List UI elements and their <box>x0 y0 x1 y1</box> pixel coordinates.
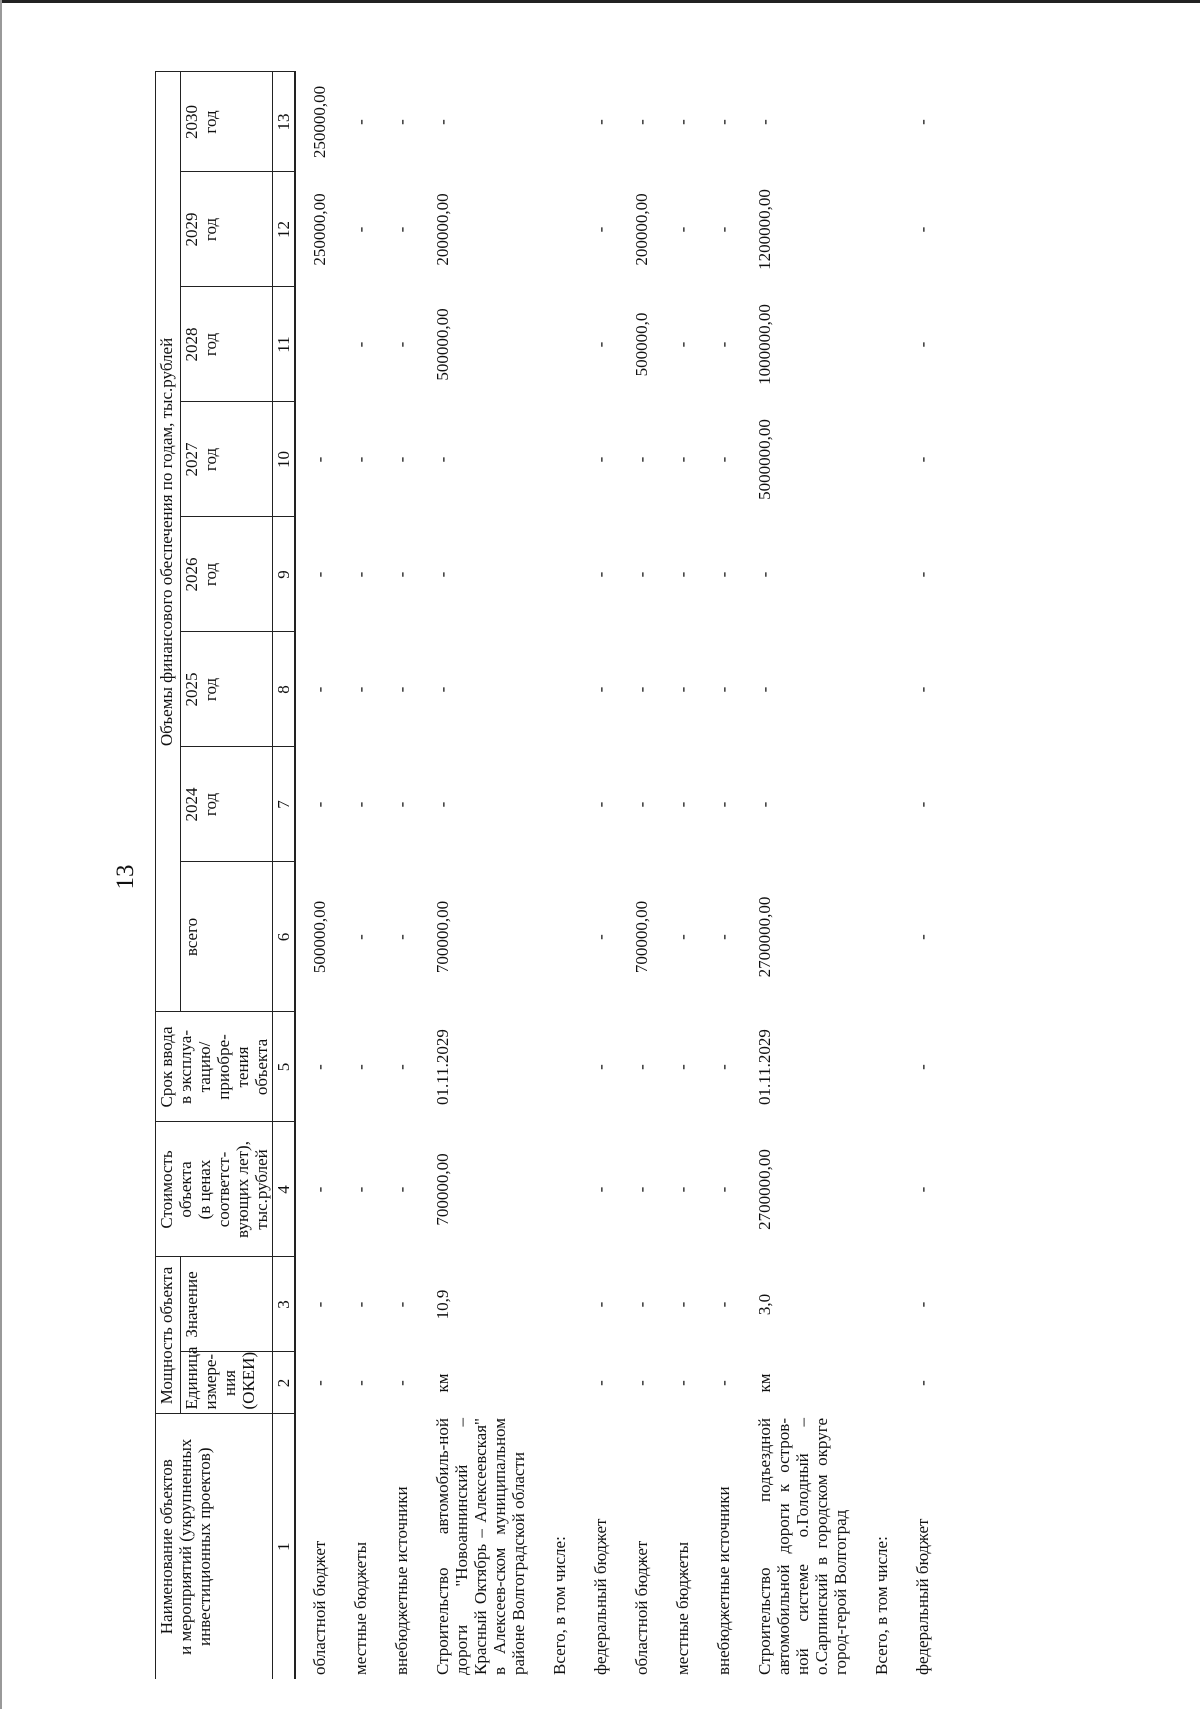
table-cell: - <box>310 801 329 808</box>
table-cell: - <box>591 226 610 233</box>
table-row <box>536 72 577 1679</box>
table-cell <box>295 287 337 402</box>
table-cell: - <box>714 686 733 693</box>
table-cell: - <box>632 119 651 125</box>
table-cell: 700000,00 <box>433 900 452 974</box>
table-cell: - <box>351 1301 370 1308</box>
row-name-cell: федеральный бюджет <box>913 1518 932 1675</box>
header-year-2024: 2024 год <box>181 747 273 862</box>
table-cell <box>536 632 577 747</box>
table-cell: - <box>913 226 932 233</box>
table-cell: - <box>632 1064 651 1070</box>
table-cell: - <box>351 456 370 463</box>
rotated-table-stage <box>0 59 1060 1709</box>
table-cell: - <box>310 456 329 463</box>
table-cell <box>858 632 899 747</box>
row-name-cell: местные бюджеты <box>673 1541 692 1675</box>
table-cell <box>858 172 899 287</box>
page-number: 13 <box>112 864 139 890</box>
table-cell: - <box>632 1301 651 1308</box>
table-cell: - <box>351 119 370 125</box>
table-cell: 2700000,00 <box>755 896 774 978</box>
header-value-col: Значение <box>181 1257 273 1352</box>
header-total-col: всего <box>181 862 273 1012</box>
header-name-col: Наименование объектов и мероприятий (укрупненных инвестиционных проектов) <box>156 1414 273 1679</box>
column-number: 13 <box>273 72 296 172</box>
table-cell: 500000,00 <box>433 308 452 381</box>
column-number: 5 <box>273 1012 296 1122</box>
table-cell: - <box>310 1064 329 1070</box>
table-cell: - <box>673 1064 692 1070</box>
table-cell: - <box>392 226 411 233</box>
header-year-2027: 2027 год <box>181 402 273 517</box>
table-cell: - <box>673 1301 692 1308</box>
column-number: 7 <box>273 747 296 862</box>
table-cell: км <box>433 1373 452 1393</box>
column-number: 3 <box>273 1257 296 1352</box>
table-cell: - <box>351 1380 370 1386</box>
header-row-1 <box>156 72 181 1679</box>
table-row <box>577 72 618 1679</box>
table-cell: - <box>714 1186 733 1193</box>
table-cell: - <box>755 686 774 693</box>
table-cell: км <box>755 1373 774 1393</box>
table-cell: - <box>714 1301 733 1308</box>
row-name-cell: федеральный бюджет <box>591 1518 610 1675</box>
table-cell: - <box>392 686 411 693</box>
table-row <box>378 72 419 1679</box>
table-cell <box>858 1352 899 1414</box>
table-row <box>899 72 940 1679</box>
table-cell <box>858 402 899 517</box>
table-cell: - <box>913 1301 932 1308</box>
table-cell: - <box>714 571 733 578</box>
table-cell: - <box>310 686 329 693</box>
table-cell: - <box>392 571 411 578</box>
table-cell <box>858 1122 899 1257</box>
table-cell: 10,9 <box>433 1289 452 1320</box>
table-row <box>659 72 700 1679</box>
table-cell: - <box>433 571 452 578</box>
table-cell: - <box>913 1380 932 1386</box>
table-cell: 700000,00 <box>632 900 651 974</box>
table-cell <box>536 747 577 862</box>
table-cell: - <box>673 226 692 233</box>
header-year-2025: 2025 год <box>181 632 273 747</box>
table-cell: - <box>755 571 774 578</box>
table-cell <box>858 1012 899 1122</box>
table-cell <box>536 287 577 402</box>
table-row <box>295 72 337 1679</box>
table-cell: - <box>591 1301 610 1308</box>
table-row <box>419 72 536 1679</box>
table-row <box>337 72 378 1679</box>
table-cell: - <box>913 456 932 463</box>
table-cell: - <box>591 341 610 348</box>
table-cell: - <box>673 119 692 125</box>
table-cell: 01.11.2029 <box>755 1029 774 1105</box>
table-cell <box>858 517 899 632</box>
header-year-2028: 2028 год <box>181 287 273 402</box>
table-cell <box>858 1257 899 1352</box>
header-term-col: Срок ввода в эксплуа- тацию/ приобре- тения объекта <box>156 1012 273 1122</box>
table-cell: - <box>913 119 932 125</box>
table-cell: - <box>714 1064 733 1070</box>
table-cell <box>536 517 577 632</box>
table-cell: - <box>392 1186 411 1193</box>
table-cell: - <box>392 801 411 808</box>
table-cell: - <box>632 1186 651 1193</box>
table-cell: - <box>351 341 370 348</box>
table-cell: - <box>392 934 411 940</box>
header-year-2026: 2026 год <box>181 517 273 632</box>
table-cell: - <box>310 1186 329 1193</box>
column-number: 11 <box>273 287 296 402</box>
table-cell: - <box>392 1301 411 1308</box>
column-number: 4 <box>273 1122 296 1257</box>
table-row <box>741 72 858 1679</box>
table-cell: - <box>913 1064 932 1070</box>
table-cell: - <box>351 571 370 578</box>
table-cell: - <box>310 1380 329 1386</box>
table-cell: - <box>673 1186 692 1193</box>
table-cell <box>536 1257 577 1352</box>
table-cell: 250000,00 <box>310 85 329 159</box>
table-cell: 700000,00 <box>433 1153 452 1226</box>
column-number: 9 <box>273 517 296 632</box>
header-year-2029: 2029 год <box>181 172 273 287</box>
table-cell: - <box>591 686 610 693</box>
table-cell: 5000000,00 <box>755 419 774 500</box>
row-name-cell: местные бюджеты <box>351 1541 370 1675</box>
table-cell: - <box>591 1064 610 1070</box>
table-cell: - <box>673 456 692 463</box>
row-name-cell: Строительство подъездной автомобильной дороги к остров-ной системе о.Голодный – о.Сарпинский в городском округе город-герой Волгоград <box>755 1418 850 1675</box>
table-cell: - <box>591 571 610 578</box>
column-number-row <box>273 72 296 1679</box>
column-number: 10 <box>273 402 296 517</box>
column-number: 2 <box>273 1352 296 1414</box>
table-cell: - <box>714 119 733 125</box>
row-name-cell: Всего, в том числе: <box>872 1536 891 1675</box>
table-cell: - <box>755 801 774 808</box>
table-cell: - <box>351 801 370 808</box>
table-cell: 200000,00 <box>433 193 452 266</box>
table-cell <box>858 287 899 402</box>
table-cell: - <box>591 119 610 125</box>
table-cell: - <box>310 571 329 578</box>
table-cell: - <box>351 1064 370 1070</box>
table-cell: - <box>591 1380 610 1386</box>
table-cell: - <box>632 571 651 578</box>
table-cell: 3,0 <box>755 1293 774 1316</box>
table-cell: 2700000,00 <box>755 1149 774 1230</box>
table-cell: - <box>310 1301 329 1308</box>
table-cell: - <box>714 801 733 808</box>
table-cell <box>536 172 577 287</box>
table-wrapper <box>155 85 940 1679</box>
table-cell: - <box>392 119 411 125</box>
table-cell: - <box>913 341 932 348</box>
table-cell: - <box>351 1186 370 1193</box>
table-cell: - <box>755 119 774 125</box>
header-year-2030: 2030 год <box>181 72 273 172</box>
table-cell: - <box>673 686 692 693</box>
table-body <box>295 72 940 1679</box>
table-cell: - <box>433 456 452 463</box>
table-cell <box>858 862 899 1012</box>
table-cell: - <box>913 934 932 940</box>
table-cell <box>536 1012 577 1122</box>
table-cell: - <box>433 801 452 808</box>
table-cell: - <box>673 1380 692 1386</box>
row-name-cell: Всего, в том числе: <box>550 1536 569 1675</box>
table-cell: - <box>392 1064 411 1070</box>
row-name-cell: областной бюджет <box>310 1540 329 1675</box>
table-cell <box>536 862 577 1012</box>
table-cell <box>536 1352 577 1414</box>
header-cost-col: Стоимость объекта (в ценах соответст- вующих лет), тыс.рублей <box>156 1122 273 1257</box>
column-number: 12 <box>273 172 296 287</box>
column-number: 1 <box>273 1414 296 1679</box>
table-cell: 500000,0 <box>632 312 651 377</box>
table-cell: - <box>714 456 733 463</box>
table-cell: - <box>913 571 932 578</box>
column-number: 8 <box>273 632 296 747</box>
table-cell: - <box>673 571 692 578</box>
table-cell: - <box>433 686 452 693</box>
table-cell <box>536 1122 577 1257</box>
column-number: 6 <box>273 862 296 1012</box>
header-funding-group: Объемы финансового обеспечения по годам, тыс.рублей <box>156 72 181 1012</box>
scan-edge-top <box>0 0 1200 3</box>
table-cell: - <box>673 341 692 348</box>
table-cell: - <box>913 801 932 808</box>
table-cell <box>536 72 577 172</box>
table-cell: - <box>392 1380 411 1386</box>
table-cell: - <box>714 226 733 233</box>
table-cell: - <box>433 119 452 125</box>
table-cell <box>858 747 899 862</box>
table-cell: 01.11.2029 <box>433 1029 452 1105</box>
table-cell: 500000,00 <box>310 900 329 974</box>
table-cell: 200000,00 <box>632 193 651 266</box>
table-cell: - <box>392 341 411 348</box>
table-row <box>858 72 899 1679</box>
table-cell <box>858 72 899 172</box>
table-cell: 250000,00 <box>310 193 329 266</box>
table-row <box>700 72 741 1679</box>
table-cell: - <box>632 686 651 693</box>
row-name-cell: внебюджетные источники <box>714 1486 733 1675</box>
table-cell: - <box>632 456 651 463</box>
header-capacity-group: Мощность объекта <box>156 1257 181 1414</box>
row-name-cell: областной бюджет <box>632 1540 651 1675</box>
table-cell: - <box>591 1186 610 1193</box>
table-cell: - <box>632 1380 651 1386</box>
table-cell: - <box>591 801 610 808</box>
table-cell: - <box>714 934 733 940</box>
table-cell: - <box>591 456 610 463</box>
table-cell <box>536 402 577 517</box>
table-cell: 1200000,00 <box>755 189 774 270</box>
table-cell: - <box>714 1380 733 1386</box>
table-cell: - <box>714 341 733 348</box>
table-cell: - <box>351 226 370 233</box>
header-unit-col: Единица измере- ния (ОКЕИ) <box>181 1352 273 1414</box>
table-cell: - <box>673 801 692 808</box>
table-cell: - <box>913 686 932 693</box>
table-cell: - <box>632 801 651 808</box>
table-cell: - <box>351 686 370 693</box>
table-cell: 1000000,00 <box>755 304 774 385</box>
table-cell: - <box>351 934 370 940</box>
table-cell: - <box>913 1186 932 1193</box>
table-row <box>618 72 659 1679</box>
row-name-cell: внебюджетные источники <box>392 1486 411 1675</box>
table-cell: - <box>392 456 411 463</box>
row-name-cell: Строительство автомобиль-ной дороги "Новоаннинский – Красный Октябрь – Алексеевская" в Алексеев-ском муниципальном районе Волгоградской области <box>433 1418 528 1675</box>
table-cell: - <box>591 934 610 940</box>
funding-table <box>155 71 940 1679</box>
table-cell: - <box>673 934 692 940</box>
